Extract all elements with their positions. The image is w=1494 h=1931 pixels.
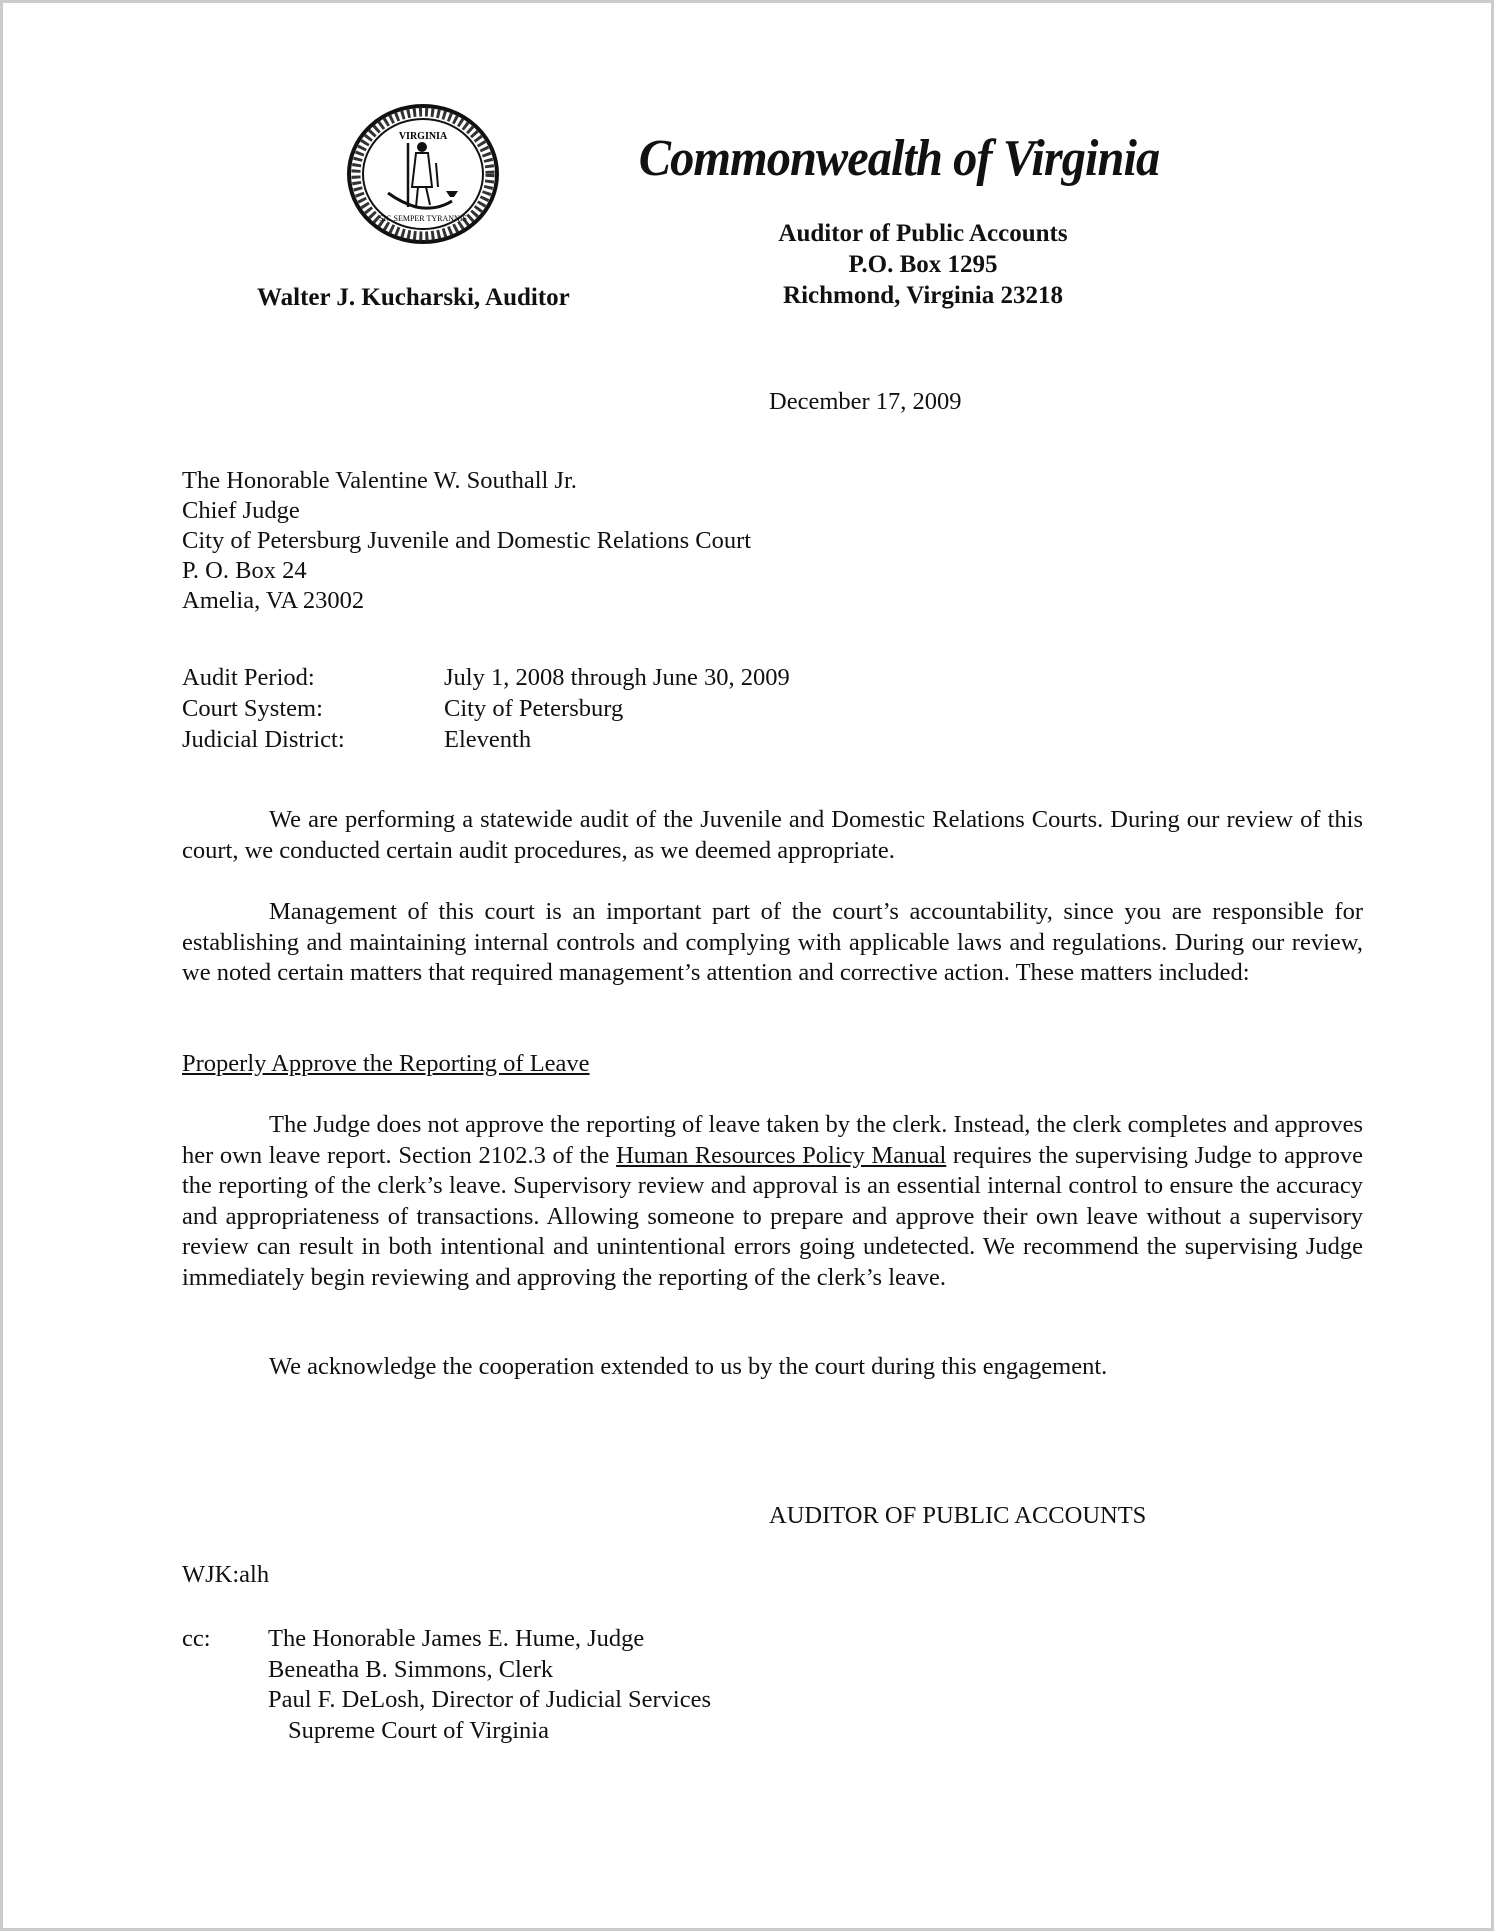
recipient-line: Chief Judge (182, 497, 300, 524)
svg-text:SIC SEMPER TYRANNIS: SIC SEMPER TYRANNIS (379, 214, 467, 223)
paragraph-text: We acknowledge the cooperation extended to us by the court during this engagement. (269, 1353, 1108, 1380)
recipient-line: P. O. Box 24 (182, 557, 307, 584)
paragraph-text: requires the supervising Judge to approve the reporting of the clerk’s leave. Supervisory review and approval is an essential internal control to ensure the accuracy and appropriateness of transactions. Allowing someone to prepare and approve their own leave without a supervisory review can result in both intentional and unintentional errors going undetected. We recommend the supervising Judge immediately begin reviewing and approving the reporting of the clerk’s leave. (182, 1141, 1364, 1291)
finding-heading: Properly Approve the Reporting of Leave (182, 1050, 590, 1077)
signature-block: AUDITOR OF PUBLIC ACCOUNTS (769, 1502, 1147, 1529)
paragraph-acknowledgement (182, 1352, 1363, 1383)
letter-date: December 17, 2009 (769, 388, 962, 415)
cc-label: cc: (182, 1625, 211, 1652)
policy-manual-title: Human Resources Policy Manual (616, 1141, 947, 1169)
paragraph-text: The Judge does not approve the reporting of leave taken by the clerk. Instead, the clerk completes and approves her own leave report. Section 2102.3 of the (182, 1111, 1363, 1169)
recipient-line: The Honorable Valentine W. Southall Jr. (182, 467, 577, 494)
paragraph-management (182, 897, 1363, 989)
detail-label: Judicial District: (182, 726, 345, 753)
cc-recipient-org: Supreme Court of Virginia (288, 1717, 549, 1744)
office-city: Richmond, Virginia 23218 (783, 282, 1063, 309)
detail-label: Court System: (182, 695, 323, 722)
recipient-line: Amelia, VA 23002 (182, 587, 365, 614)
cc-recipient: The Honorable James E. Hume, Judge (268, 1625, 645, 1652)
state-seal-icon (346, 103, 500, 245)
cc-recipient: Beneatha B. Simmons, Clerk (268, 1656, 554, 1683)
paragraph-text: Management of this court is an important part of the court’s accountability, since you are responsible for establishing and maintaining internal controls and complying with applicable laws and regulations. During our review, we noted certain matters that required management’s attention and corrective action. These matters included: (182, 898, 1363, 986)
office-po-box: P.O. Box 1295 (848, 251, 998, 278)
recipient-line: City of Petersburg Juvenile and Domestic Relations Court (182, 527, 752, 554)
detail-value: July 1, 2008 through June 30, 2009 (444, 664, 790, 691)
svg-text:VIRGINIA: VIRGINIA (398, 131, 448, 142)
detail-label: Audit Period: (182, 664, 315, 691)
letter-page (3, 3, 1491, 1928)
paragraph-intro (182, 805, 1363, 866)
cc-recipient: Paul F. DeLosh, Director of Judicial Services (268, 1686, 712, 1713)
letterhead-title: Commonwealth of Virginia (638, 130, 1160, 187)
paragraph-finding (182, 1110, 1363, 1293)
office-name: Auditor of Public Accounts (778, 220, 1068, 247)
initials: WJK:alh (182, 1561, 270, 1588)
auditor-name: Walter J. Kucharski, Auditor (257, 284, 570, 311)
paragraph-text: We are performing a statewide audit of the Juvenile and Domestic Relations Courts. During our review of this court, we conducted certain audit procedures, as we deemed appropriate. (182, 806, 1363, 864)
detail-value: Eleventh (444, 726, 532, 753)
detail-value: City of Petersburg (444, 695, 624, 722)
